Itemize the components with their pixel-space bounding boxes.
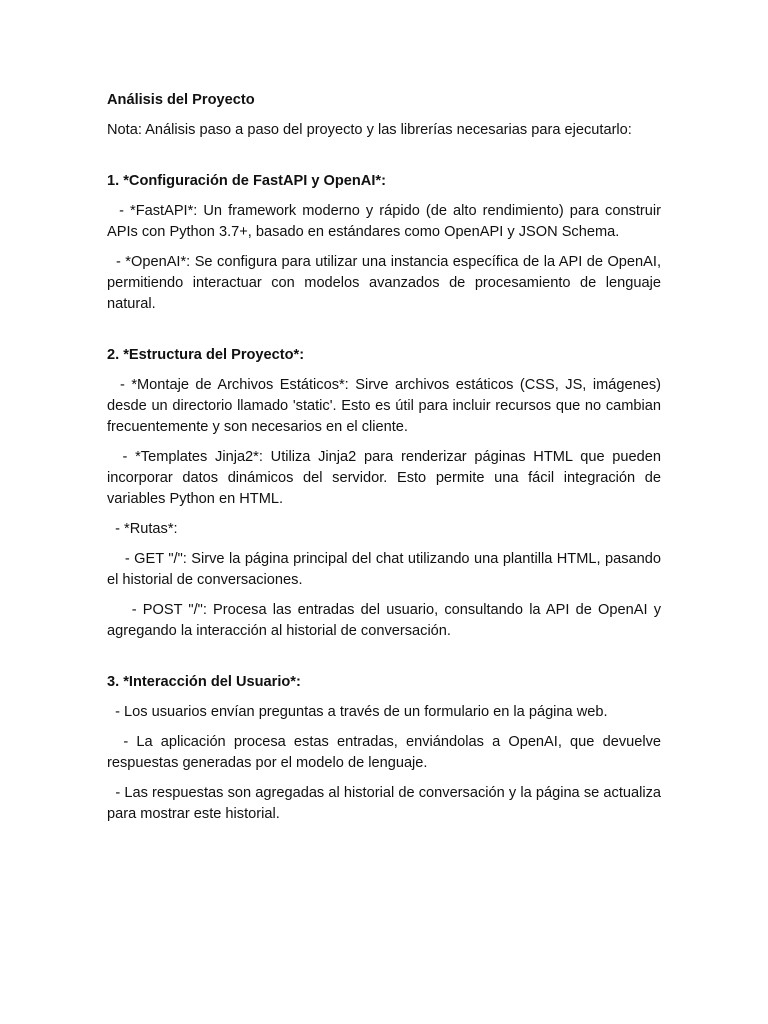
section-2-heading: 2. *Estructura del Proyecto*: xyxy=(107,347,305,363)
section-3-heading: 3. *Interacción del Usuario*: xyxy=(107,674,301,690)
section-2-paragraph-static: - *Montaje de Archivos Estáticos*: Sirve archivos estáticos (CSS, JS, imágenes) desde un directorio llamado 'static'. Esto es útil para incluir recursos que no cambian frecuentemente y son necesarios en el cliente. xyxy=(107,377,666,435)
document-title: Análisis del Proyecto xyxy=(107,92,255,108)
section-1-paragraph-openai: - *OpenAI*: Se configura para utilizar una instancia específica de la API de OpenAI, permitiendo interactuar con modelos avanzados de procesamiento de lenguaje natural. xyxy=(107,254,666,312)
section-2-paragraph-routes: - *Rutas*: xyxy=(107,521,178,537)
spacer xyxy=(107,324,661,345)
section-2-paragraph-templates: - *Templates Jinja2*: Utiliza Jinja2 para renderizar páginas HTML que pueden incorporar datos dinámicos del servidor. Esto permite una fácil integración de variables Python en HTML. xyxy=(107,449,666,507)
spacer xyxy=(107,150,661,171)
section-1-heading: 1. *Configuración de FastAPI y OpenAI*: xyxy=(107,173,386,189)
document-body xyxy=(107,90,666,834)
section-2-paragraph-post: - POST "/": Procesa las entradas del usuario, consultando la API de OpenAI y agregando la interacción al historial de conversación. xyxy=(107,602,666,639)
spacer xyxy=(107,651,661,672)
document-note: Nota: Análisis paso a paso del proyecto y las librerías necesarias para ejecutarlo: xyxy=(107,122,632,138)
section-3-paragraph-questions: - Los usuarios envían preguntas a través de un formulario en la página web. xyxy=(107,704,608,720)
section-1-paragraph-fastapi: - *FastAPI*: Un framework moderno y rápido (de alto rendimiento) para construir APIs con Python 3.7+, basado en estándares como OpenAPI y JSON Schema. xyxy=(107,203,665,240)
section-3-paragraph-processing: - La aplicación procesa estas entradas, enviándolas a OpenAI, que devuelve respuestas generadas por el modelo de lenguaje. xyxy=(107,734,666,771)
section-3-paragraph-history: - Las respuestas son agregadas al historial de conversación y la página se actualiza para mostrar este historial. xyxy=(107,785,666,822)
section-2-paragraph-get: - GET "/": Sirve la página principal del chat utilizando una plantilla HTML, pasando el historial de conversaciones. xyxy=(107,551,666,588)
